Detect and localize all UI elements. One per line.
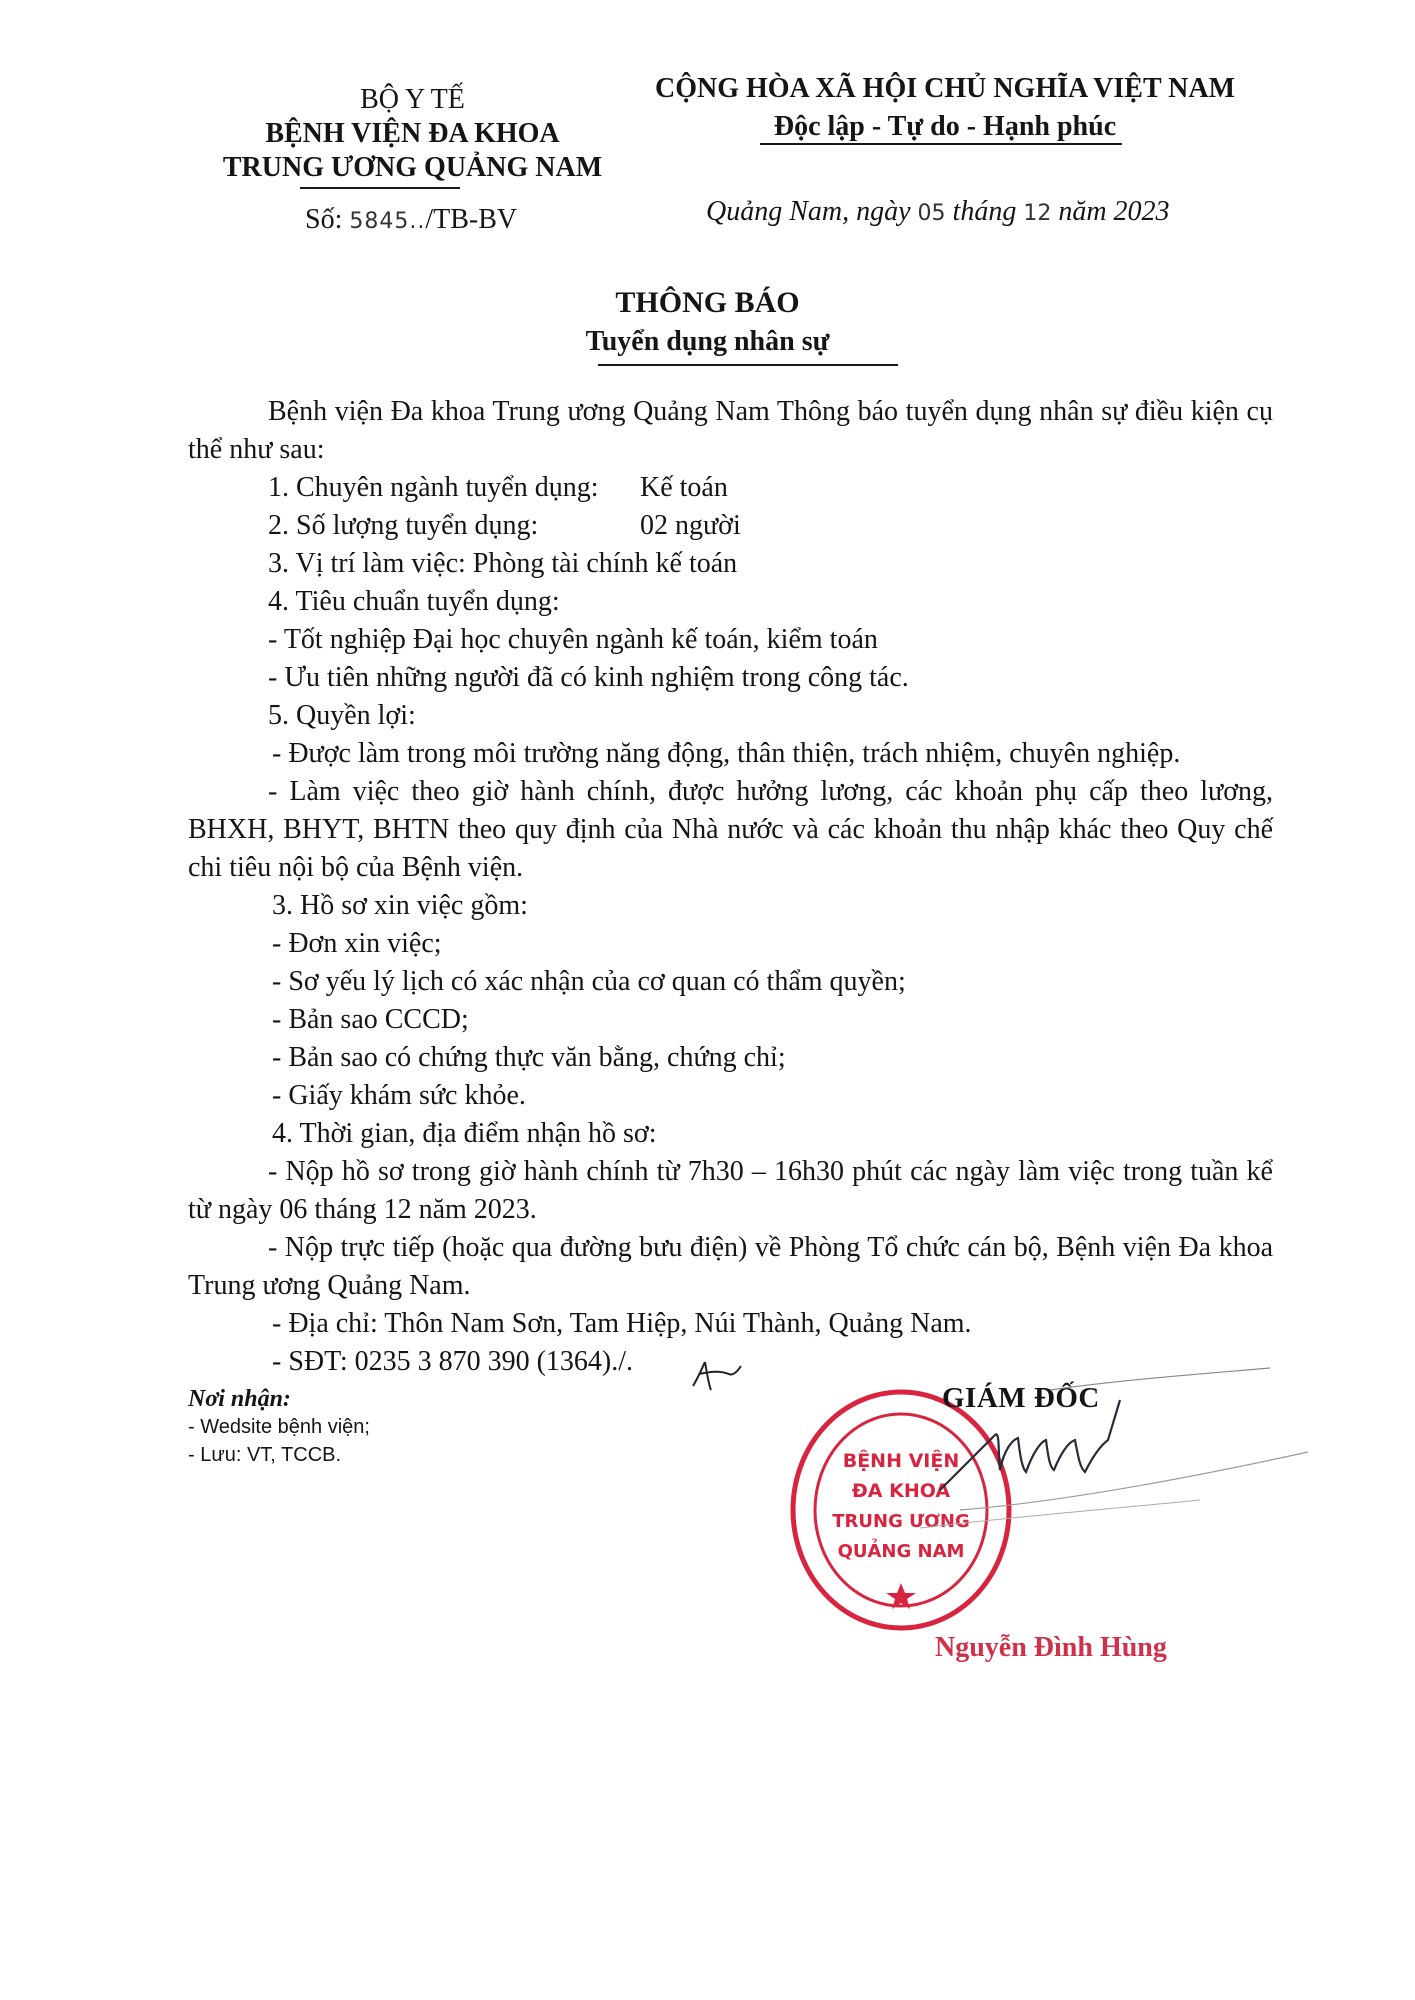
hospital-name-line1: BỆNH VIỆN ĐA KHOA xyxy=(265,118,560,149)
signer-name: Nguyễn Đình Hùng xyxy=(935,1632,1167,1663)
document-number xyxy=(305,204,517,236)
time-title: 4. Thời gian, địa điểm nhận hồ sơ: xyxy=(272,1118,657,1149)
nation-block xyxy=(635,70,1255,146)
motto-underline xyxy=(760,143,1122,145)
number-handwritten: 5845.. xyxy=(349,209,426,234)
date-part1: Quảng Nam, ngày xyxy=(706,196,918,227)
ministry-name: BỘ Y TẾ xyxy=(360,84,465,115)
nation-name: CỘNG HÒA XÃ HỘI CHỦ NGHĨA VIỆT NAM xyxy=(654,73,1236,104)
recipients-title: Nơi nhận: xyxy=(188,1386,291,1412)
phone-line: - SĐT: 0235 3 870 390 (1364)./. xyxy=(272,1346,634,1377)
document-body xyxy=(188,393,1273,1381)
date-month: 12 xyxy=(1023,201,1052,226)
docs-item: - Sơ yếu lý lịch có xác nhận của cơ quan có thẩm quyền; xyxy=(272,966,906,997)
nation-motto: Độc lập - Tự do - Hạnh phúc xyxy=(773,111,1117,142)
item-5-b: - Làm việc theo giờ hành chính, được hưởng lương, các khoản phụ cấp theo lương, BHXH, BHYT, BHTN theo quy định của Nhà nước và các khoản thu nhập khác theo Quy chế chi tiêu nội bộ của Bệnh viện. xyxy=(188,776,1273,883)
document-date xyxy=(706,196,1170,228)
recipient-item: - Lưu: VT, TCCB. xyxy=(188,1444,342,1466)
date-part2: tháng xyxy=(945,196,1024,227)
subtitle-underline xyxy=(598,364,898,366)
item-1-label: 1. Chuyên ngành tuyển dụng: xyxy=(268,472,599,503)
item-3: 3. Vị trí làm việc: Phòng tài chính kế toán xyxy=(268,548,738,579)
item-2 xyxy=(188,507,1273,545)
seal-line-3: TRUNG ƯƠNG xyxy=(832,1511,970,1532)
number-prefix: Số: xyxy=(305,204,350,235)
item-5: 5. Quyền lợi: xyxy=(268,700,416,731)
seal-line-4: QUẢNG NAM xyxy=(837,1541,965,1562)
signer-position: GIÁM ĐỐC xyxy=(942,1382,1100,1414)
item-4: 4. Tiêu chuẩn tuyển dụng: xyxy=(268,586,560,617)
docs-title: 3. Hồ sơ xin việc gồm: xyxy=(272,890,528,921)
docs-item: - Đơn xin việc; xyxy=(272,928,442,959)
docs-item: - Bản sao CCCD; xyxy=(272,1004,469,1035)
item-4-b: - Ưu tiên những người đã có kinh nghiệm trong công tác. xyxy=(268,662,909,693)
item-1-value: Kế toán xyxy=(640,472,728,503)
issuer-block xyxy=(185,83,640,185)
date-day: 05 xyxy=(917,201,946,226)
date-part3: năm 2023 xyxy=(1051,196,1170,227)
number-suffix: /TB-BV xyxy=(425,204,518,235)
document-title: THÔNG BÁO xyxy=(615,286,800,319)
seal-line-2: ĐA KHOA xyxy=(851,1480,951,1502)
handwritten-signature xyxy=(900,1360,1320,1540)
issuer-underline xyxy=(300,187,460,189)
hospital-name-line2: TRUNG ƯƠNG QUẢNG NAM xyxy=(222,152,603,183)
item-2-value: 02 người xyxy=(640,510,741,541)
address-line: - Địa chỉ: Thôn Nam Sơn, Tam Hiệp, Núi Thành, Quảng Nam. xyxy=(272,1308,972,1339)
recipients-block xyxy=(188,1385,370,1469)
intro-paragraph: Bệnh viện Đa khoa Trung ương Quảng Nam Thông báo tuyển dụng nhân sự điều kiện cụ thể như sau: xyxy=(188,396,1273,465)
time-a: - Nộp hồ sơ trong giờ hành chính từ 7h30 – 16h30 phút các ngày làm việc trong tuần kể từ ngày 06 tháng 12 năm 2023. xyxy=(188,1156,1273,1225)
seal-line-1: BỆNH VIỆN xyxy=(842,1450,960,1472)
recipient-item: - Wedsite bệnh viện; xyxy=(188,1416,370,1438)
item-1 xyxy=(188,469,1273,507)
item-2-label: 2. Số lượng tuyển dụng: xyxy=(268,510,539,541)
time-b: - Nộp trực tiếp (hoặc qua đường bưu điện) về Phòng Tổ chức cán bộ, Bệnh viện Đa khoa Trung ương Quảng Nam. xyxy=(188,1232,1273,1301)
document-subtitle: Tuyển dụng nhân sự xyxy=(585,326,830,357)
item-4-a: - Tốt nghiệp Đại học chuyên ngành kế toán, kiểm toán xyxy=(268,624,878,655)
docs-item: - Giấy khám sức khỏe. xyxy=(272,1080,526,1111)
initial-mark xyxy=(685,1356,745,1396)
item-5-a: - Được làm trong môi trường năng động, thân thiện, trách nhiệm, chuyên nghiệp. xyxy=(272,738,1181,769)
docs-item: - Bản sao có chứng thực văn bằng, chứng chỉ; xyxy=(272,1042,786,1073)
